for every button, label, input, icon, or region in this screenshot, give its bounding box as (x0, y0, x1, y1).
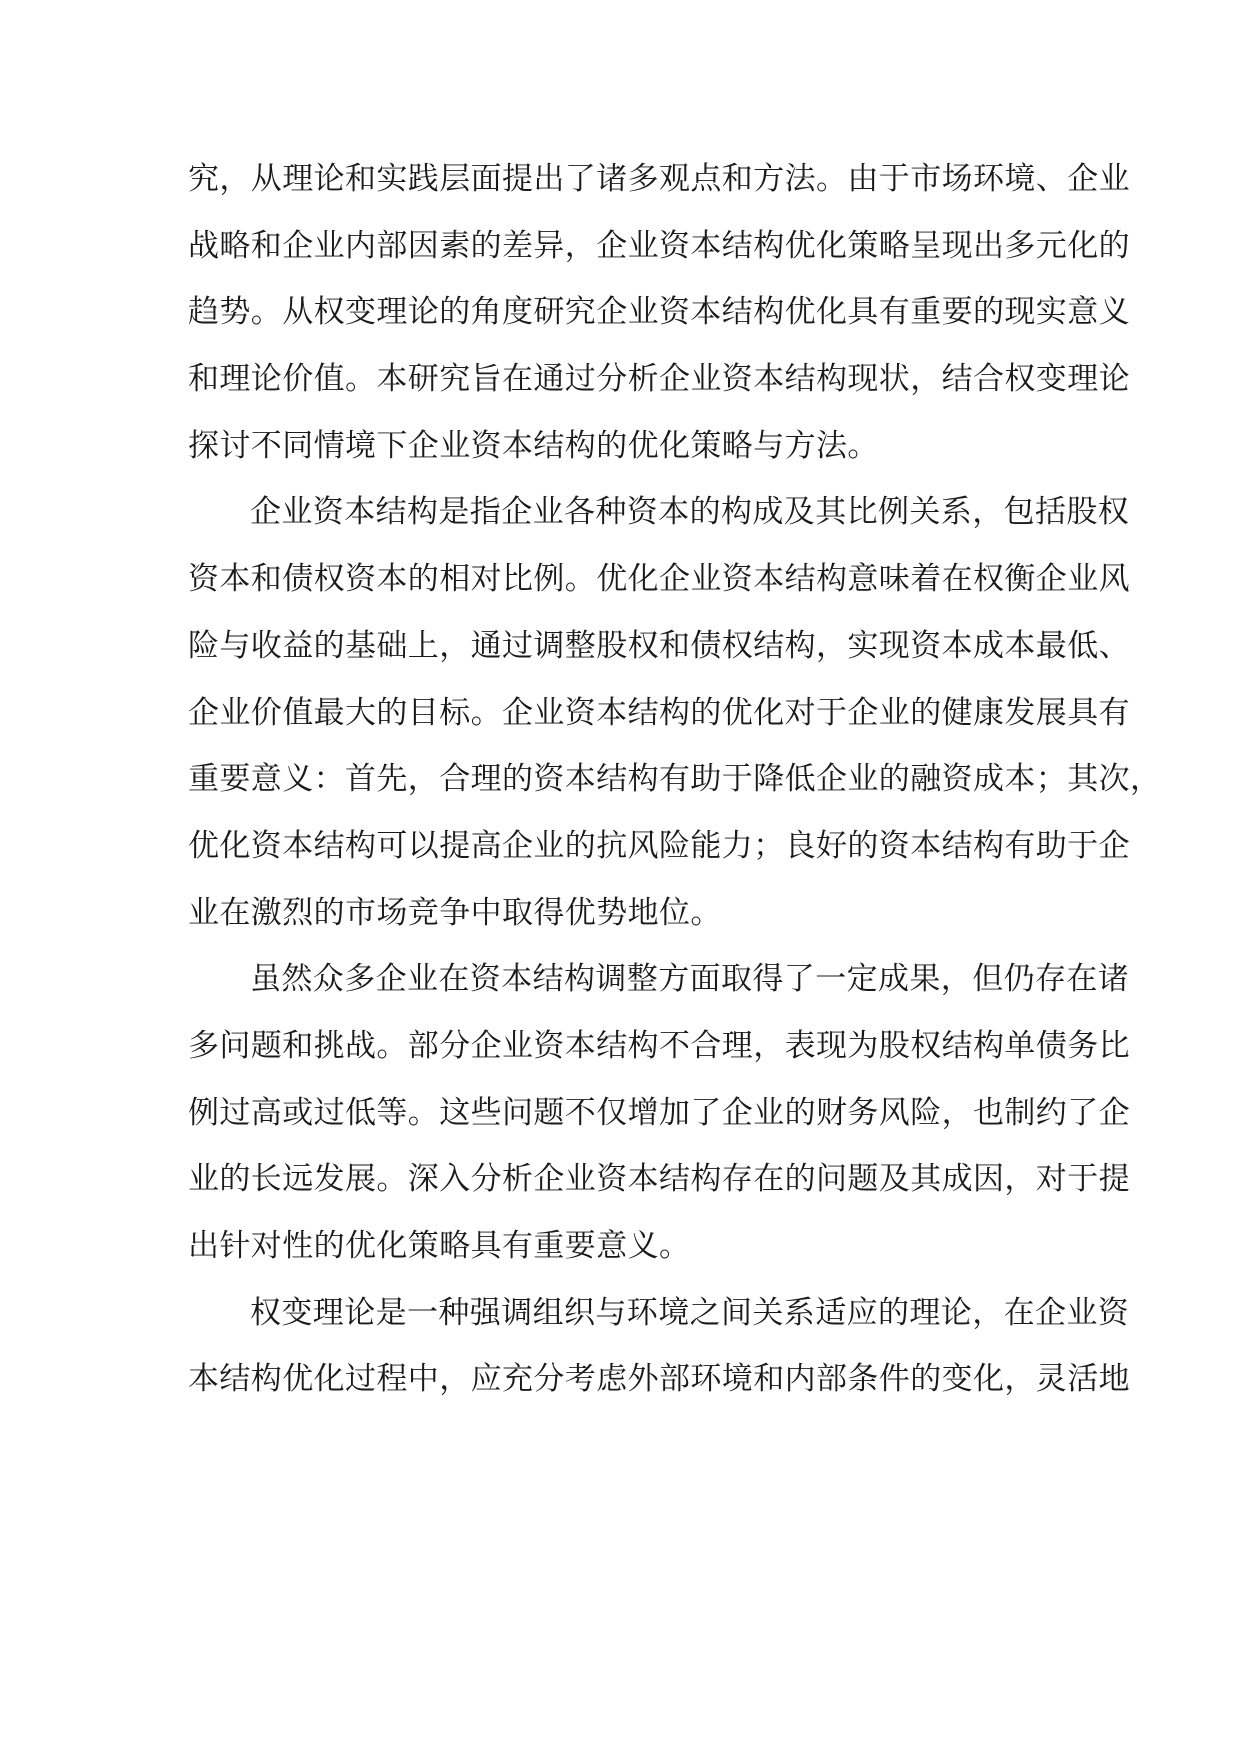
document-body (188, 146, 1162, 1413)
text-line: 究，从理论和实践层面提出了诸多观点和方法。由于市场环境、企业 (188, 161, 1130, 197)
text-line: 业的长远发展。深入分析企业资本结构存在的问题及其成因，对于提 (188, 1161, 1130, 1198)
text-line: 险与收益的基础上，通过调整股权和债权结构，实现资本成本最低、 (188, 627, 1130, 664)
text-line: 战略和企业内部因素的差异，企业资本结构优化策略呈现出多元化的 (188, 227, 1130, 264)
text-line: 例过高或过低等。这些问题不仅增加了企业的财务风险，也制约了企 (188, 1094, 1130, 1131)
text-line: 虽然众多企业在资本结构调整方面取得了一定成果，但仍存在诸 (250, 961, 1130, 998)
text-line: 本结构优化过程中，应充分考虑外部环境和内部条件的变化，灵活地 (188, 1361, 1130, 1398)
text-line: 优化资本结构可以提高企业的抗风险能力；良好的资本结构有助于企 (188, 827, 1130, 864)
paragraph-4 (188, 1280, 1130, 1413)
text-line: 企业价值最大的目标。企业资本结构的优化对于企业的健康发展具有 (188, 694, 1130, 731)
text-line: 业在激烈的市场竞争中取得优势地位。 (188, 894, 722, 931)
text-line: 和理论价值。本研究旨在通过分析企业资本结构现状，结合权变理论 (188, 361, 1130, 398)
text-line: 企业资本结构是指企业各种资本的构成及其比例关系，包括股权 (250, 494, 1130, 531)
text-line: 重要意义：首先，合理的资本结构有助于降低企业的融资成本；其次， (188, 761, 1162, 798)
text-line: 趋势。从权变理论的角度研究企业资本结构优化具有重要的现实意义 (188, 294, 1130, 331)
text-line: 探讨不同情境下企业资本结构的优化策略与方法。 (188, 427, 879, 464)
text-line: 多问题和挑战。部分企业资本结构不合理，表现为股权结构单债务比 (188, 1027, 1130, 1064)
paragraph-2 (188, 479, 1162, 946)
text-line: 权变理论是一种强调组织与环境之间关系适应的理论，在企业资 (250, 1294, 1130, 1331)
text-line: 出针对性的优化策略具有重要意义。 (188, 1228, 691, 1264)
paragraph-1 (188, 146, 1130, 479)
paragraph-3 (188, 946, 1130, 1279)
text-line: 资本和债权资本的相对比例。优化企业资本结构意味着在权衡企业风 (188, 561, 1130, 598)
